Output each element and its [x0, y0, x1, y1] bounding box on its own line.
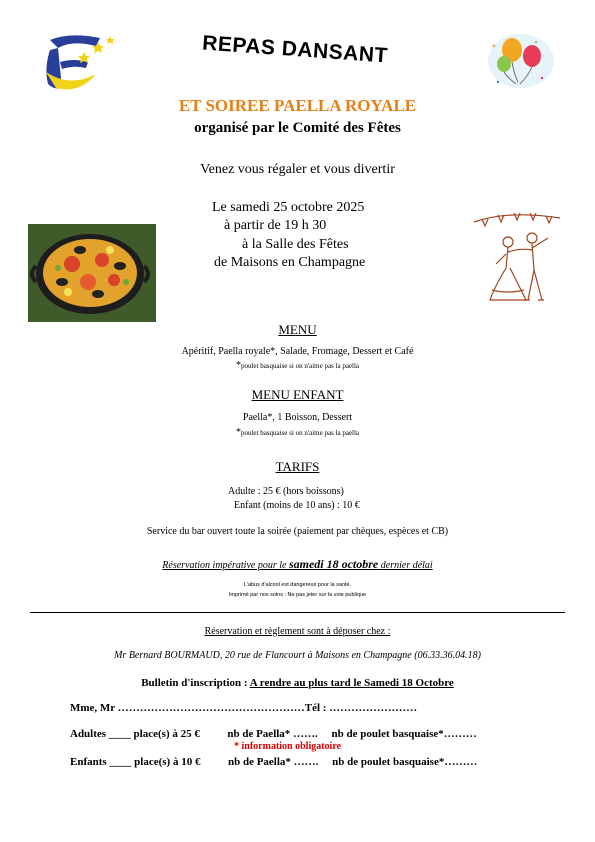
print-notice: Imprimé par nos soins : Ne pas jeter sur la voie publique: [228, 592, 367, 598]
balloons-icon: [486, 32, 556, 90]
menu-enfant-note-text: poulet basquaise si on n'aime pas la paella: [240, 429, 360, 437]
event-title: REPAS DANSANT: [201, 31, 389, 68]
contact-address: Mr Bernard BOURMAUD, 20 rue de Flancourt à Maisons en Champagne (06.33.36.04.18): [114, 650, 481, 661]
event-subtitle: ET SOIREE PAELLA ROYALE: [178, 96, 417, 115]
committee-logo-icon: [40, 28, 118, 98]
menu-note-star: *: [235, 360, 241, 371]
tarifs-heading: TARIFS: [275, 459, 320, 474]
event-venue: à la Salle des Fêtes: [242, 237, 349, 252]
menu-enfant-note: [0, 427, 595, 438]
adults-order-field[interactable]: Adultes ____ place(s) à 25 € nb de Paella* ……. nb de poulet basquaise*………: [70, 728, 477, 740]
deposit-heading: Réservation et règlement sont à déposer chez :: [204, 626, 391, 637]
reservation-deadline: [0, 557, 595, 572]
bulletin-deadline: A rendre au plus tard le Samedi 18 Octobre: [249, 677, 454, 689]
reservation-deadline-date: samedi 18 octobre: [288, 557, 379, 571]
paella-pan-icon: [28, 224, 156, 322]
event-time: à partir de 19 h 30: [224, 218, 327, 233]
bulletin-label: Bulletin d'inscription :: [141, 677, 250, 689]
tarif-child: Enfant (moins de 10 ans) : 10 €: [234, 500, 360, 511]
dancing-couple-icon: [468, 208, 568, 312]
divider: [30, 612, 565, 613]
required-note: * information obligatoire: [234, 741, 342, 752]
menu-heading: MENU: [278, 322, 317, 337]
name-phone-field[interactable]: Mme, Mr ……………………………………………Tél : ……………………: [70, 702, 418, 714]
menu-note-text: poulet basquaise si on n'aime pas la paella: [240, 362, 360, 370]
reservation-deadline-after: dernier délai: [378, 560, 433, 571]
children-order-field[interactable]: Enfants ____ place(s) à 10 € nb de Paella* ……. nb de poulet basquaise*………: [70, 756, 478, 768]
bar-service: Service du bar ouvert toute la soirée (paiement par chèques, espèces et CB): [146, 526, 449, 537]
menu-enfant-note-star: *: [235, 427, 241, 438]
event-town: de Maisons en Champagne: [214, 255, 366, 270]
menu-enfant-heading: MENU ENFANT: [251, 387, 344, 402]
event-date: Le samedi 25 octobre 2025: [212, 200, 365, 215]
organizer-line: organisé par le Comité des Fêtes: [194, 120, 401, 136]
menu-note: [0, 360, 595, 371]
alcohol-warning: L'abus d'alcool est dangereux pour la santé.: [243, 582, 352, 588]
tarif-adult: Adulte : 25 € (hors boissons): [228, 486, 344, 497]
menu-enfant-items: Paella*, 1 Boisson, Dessert: [242, 412, 353, 423]
invitation-line: Venez vous régaler et vous divertir: [200, 162, 395, 177]
reservation-deadline-before: Réservation impérative pour le: [162, 560, 289, 571]
bulletin-heading: [0, 677, 595, 689]
menu-items: Apéritif, Paella royale*, Salade, Fromage, Dessert et Café: [181, 346, 414, 357]
